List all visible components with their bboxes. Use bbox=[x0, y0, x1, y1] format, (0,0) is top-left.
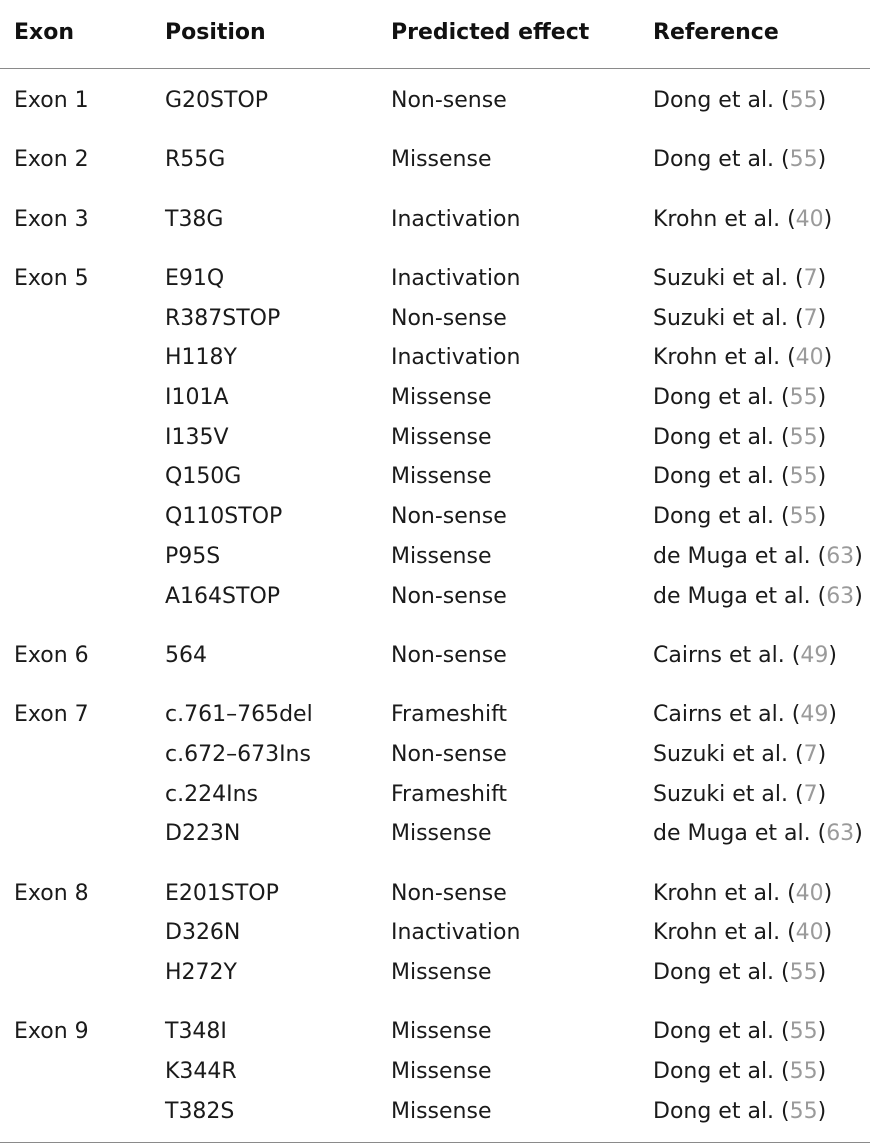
reference-authors: Dong et al. bbox=[653, 385, 775, 410]
reference-number-link[interactable]: 55 bbox=[789, 1099, 818, 1124]
cell-position: P95S bbox=[165, 544, 221, 569]
header-divider bbox=[0, 68, 870, 69]
reference-authors: Dong et al. bbox=[653, 1059, 775, 1084]
cell-position: H118Y bbox=[165, 345, 237, 370]
cell-position: D326N bbox=[165, 920, 241, 945]
reference-authors: Dong et al. bbox=[653, 464, 775, 489]
reference-number-link[interactable]: 40 bbox=[795, 920, 824, 945]
cell-reference: Suzuki et al. (7) bbox=[653, 742, 827, 767]
cell-position: c.224Ins bbox=[165, 782, 258, 807]
cell-reference: Dong et al. (55) bbox=[653, 960, 827, 985]
cell-reference: Krohn et al. (40) bbox=[653, 881, 833, 906]
cell-reference: Krohn et al. (40) bbox=[653, 345, 833, 370]
cell-reference: Suzuki et al. (7) bbox=[653, 782, 827, 807]
cell-reference: Krohn et al. (40) bbox=[653, 920, 833, 945]
reference-number-link[interactable]: 7 bbox=[803, 306, 818, 331]
reference-number-link[interactable]: 55 bbox=[789, 960, 818, 985]
cell-position: T38G bbox=[165, 207, 224, 232]
cell-position: I135V bbox=[165, 425, 229, 450]
reference-number-link[interactable]: 55 bbox=[789, 385, 818, 410]
reference-number-link[interactable]: 7 bbox=[803, 782, 818, 807]
cell-position: c.672–673Ins bbox=[165, 742, 311, 767]
cell-predicted-effect: Non-sense bbox=[391, 584, 507, 609]
reference-authors: Krohn et al. bbox=[653, 881, 781, 906]
cell-predicted-effect: Missense bbox=[391, 1099, 492, 1124]
cell-reference: Cairns et al. (49) bbox=[653, 643, 837, 668]
reference-authors: Krohn et al. bbox=[653, 207, 781, 232]
reference-authors: Dong et al. bbox=[653, 1019, 775, 1044]
reference-authors: Cairns et al. bbox=[653, 643, 785, 668]
cell-reference: Dong et al. (55) bbox=[653, 504, 827, 529]
cell-position: Q110STOP bbox=[165, 504, 283, 529]
reference-authors: Suzuki et al. bbox=[653, 306, 788, 331]
cell-position: R387STOP bbox=[165, 306, 281, 331]
cell-exon: Exon 2 bbox=[14, 147, 89, 172]
reference-authors: Dong et al. bbox=[653, 1099, 775, 1124]
cell-position: I101A bbox=[165, 385, 229, 410]
reference-number-link[interactable]: 49 bbox=[800, 702, 829, 727]
reference-number-link[interactable]: 55 bbox=[789, 88, 818, 113]
cell-position: 564 bbox=[165, 643, 207, 668]
cell-predicted-effect: Non-sense bbox=[391, 504, 507, 529]
reference-authors: Dong et al. bbox=[653, 960, 775, 985]
cell-predicted-effect: Inactivation bbox=[391, 266, 521, 291]
cell-predicted-effect: Non-sense bbox=[391, 88, 507, 113]
cell-predicted-effect: Non-sense bbox=[391, 881, 507, 906]
reference-authors: de Muga et al. bbox=[653, 821, 811, 846]
cell-predicted-effect: Frameshift bbox=[391, 782, 508, 807]
cell-predicted-effect: Non-sense bbox=[391, 643, 507, 668]
cell-exon: Exon 5 bbox=[14, 266, 89, 291]
cell-predicted-effect: Missense bbox=[391, 385, 492, 410]
reference-authors: Krohn et al. bbox=[653, 920, 781, 945]
cell-predicted-effect: Inactivation bbox=[391, 207, 521, 232]
cell-position: E91Q bbox=[165, 266, 225, 291]
cell-predicted-effect: Missense bbox=[391, 821, 492, 846]
reference-number-link[interactable]: 40 bbox=[795, 881, 824, 906]
cell-predicted-effect: Missense bbox=[391, 960, 492, 985]
cell-reference: de Muga et al. (63) bbox=[653, 544, 863, 569]
cell-reference: Krohn et al. (40) bbox=[653, 207, 833, 232]
reference-number-link[interactable]: 63 bbox=[826, 544, 855, 569]
reference-authors: Suzuki et al. bbox=[653, 742, 788, 767]
header-predicted-effect: Predicted effect bbox=[391, 20, 590, 45]
reference-number-link[interactable]: 55 bbox=[789, 464, 818, 489]
cell-reference: Dong et al. (55) bbox=[653, 147, 827, 172]
cell-position: K344R bbox=[165, 1059, 237, 1084]
cell-position: T348I bbox=[165, 1019, 227, 1044]
cell-predicted-effect: Inactivation bbox=[391, 345, 521, 370]
cell-position: G20STOP bbox=[165, 88, 269, 113]
reference-number-link[interactable]: 55 bbox=[789, 504, 818, 529]
reference-number-link[interactable]: 7 bbox=[803, 266, 818, 291]
reference-authors: Suzuki et al. bbox=[653, 782, 788, 807]
table-bottom-divider bbox=[0, 1142, 870, 1143]
reference-number-link[interactable]: 55 bbox=[789, 147, 818, 172]
reference-authors: Dong et al. bbox=[653, 504, 775, 529]
cell-reference: de Muga et al. (63) bbox=[653, 584, 863, 609]
reference-number-link[interactable]: 63 bbox=[826, 584, 855, 609]
header-reference: Reference bbox=[653, 20, 779, 45]
cell-predicted-effect: Non-sense bbox=[391, 306, 507, 331]
reference-number-link[interactable]: 7 bbox=[803, 742, 818, 767]
cell-position: D223N bbox=[165, 821, 241, 846]
cell-predicted-effect: Inactivation bbox=[391, 920, 521, 945]
cell-reference: Dong et al. (55) bbox=[653, 1099, 827, 1124]
reference-number-link[interactable]: 55 bbox=[789, 425, 818, 450]
reference-authors: de Muga et al. bbox=[653, 584, 811, 609]
cell-exon: Exon 3 bbox=[14, 207, 89, 232]
cell-reference: Cairns et al. (49) bbox=[653, 702, 837, 727]
cell-position: Q150G bbox=[165, 464, 242, 489]
cell-position: H272Y bbox=[165, 960, 237, 985]
cell-exon: Exon 7 bbox=[14, 702, 89, 727]
cell-reference: Dong et al. (55) bbox=[653, 88, 827, 113]
cell-reference: Suzuki et al. (7) bbox=[653, 266, 827, 291]
cell-exon: Exon 1 bbox=[14, 88, 89, 113]
cell-position: A164STOP bbox=[165, 584, 281, 609]
cell-predicted-effect: Missense bbox=[391, 464, 492, 489]
header-position: Position bbox=[165, 20, 266, 45]
cell-reference: Dong et al. (55) bbox=[653, 1059, 827, 1084]
cell-position: c.761–765del bbox=[165, 702, 313, 727]
reference-number-link[interactable]: 55 bbox=[789, 1059, 818, 1084]
cell-predicted-effect: Non-sense bbox=[391, 742, 507, 767]
reference-number-link[interactable]: 49 bbox=[800, 643, 829, 668]
reference-number-link[interactable]: 40 bbox=[795, 207, 824, 232]
reference-authors: Dong et al. bbox=[653, 147, 775, 172]
cell-predicted-effect: Missense bbox=[391, 1019, 492, 1044]
cell-position: T382S bbox=[165, 1099, 235, 1124]
reference-authors: Krohn et al. bbox=[653, 345, 781, 370]
cell-exon: Exon 6 bbox=[14, 643, 89, 668]
cell-position: E201STOP bbox=[165, 881, 279, 906]
cell-predicted-effect: Missense bbox=[391, 1059, 492, 1084]
reference-number-link[interactable]: 63 bbox=[826, 821, 855, 846]
reference-number-link[interactable]: 55 bbox=[789, 1019, 818, 1044]
cell-reference: Dong et al. (55) bbox=[653, 385, 827, 410]
reference-authors: de Muga et al. bbox=[653, 544, 811, 569]
cell-exon: Exon 8 bbox=[14, 881, 89, 906]
cell-exon: Exon 9 bbox=[14, 1019, 89, 1044]
header-exon: Exon bbox=[14, 20, 74, 45]
cell-predicted-effect: Frameshift bbox=[391, 702, 508, 727]
cell-predicted-effect: Missense bbox=[391, 425, 492, 450]
cell-reference: Dong et al. (55) bbox=[653, 1019, 827, 1044]
cell-reference: Suzuki et al. (7) bbox=[653, 306, 827, 331]
table-header-row bbox=[0, 0, 870, 68]
cell-position: R55G bbox=[165, 147, 226, 172]
cell-reference: Dong et al. (55) bbox=[653, 464, 827, 489]
reference-number-link[interactable]: 40 bbox=[795, 345, 824, 370]
reference-authors: Dong et al. bbox=[653, 425, 775, 450]
cell-reference: de Muga et al. (63) bbox=[653, 821, 863, 846]
reference-authors: Cairns et al. bbox=[653, 702, 785, 727]
cell-predicted-effect: Missense bbox=[391, 544, 492, 569]
cell-reference: Dong et al. (55) bbox=[653, 425, 827, 450]
reference-authors: Dong et al. bbox=[653, 88, 775, 113]
reference-authors: Suzuki et al. bbox=[653, 266, 788, 291]
cell-predicted-effect: Missense bbox=[391, 147, 492, 172]
